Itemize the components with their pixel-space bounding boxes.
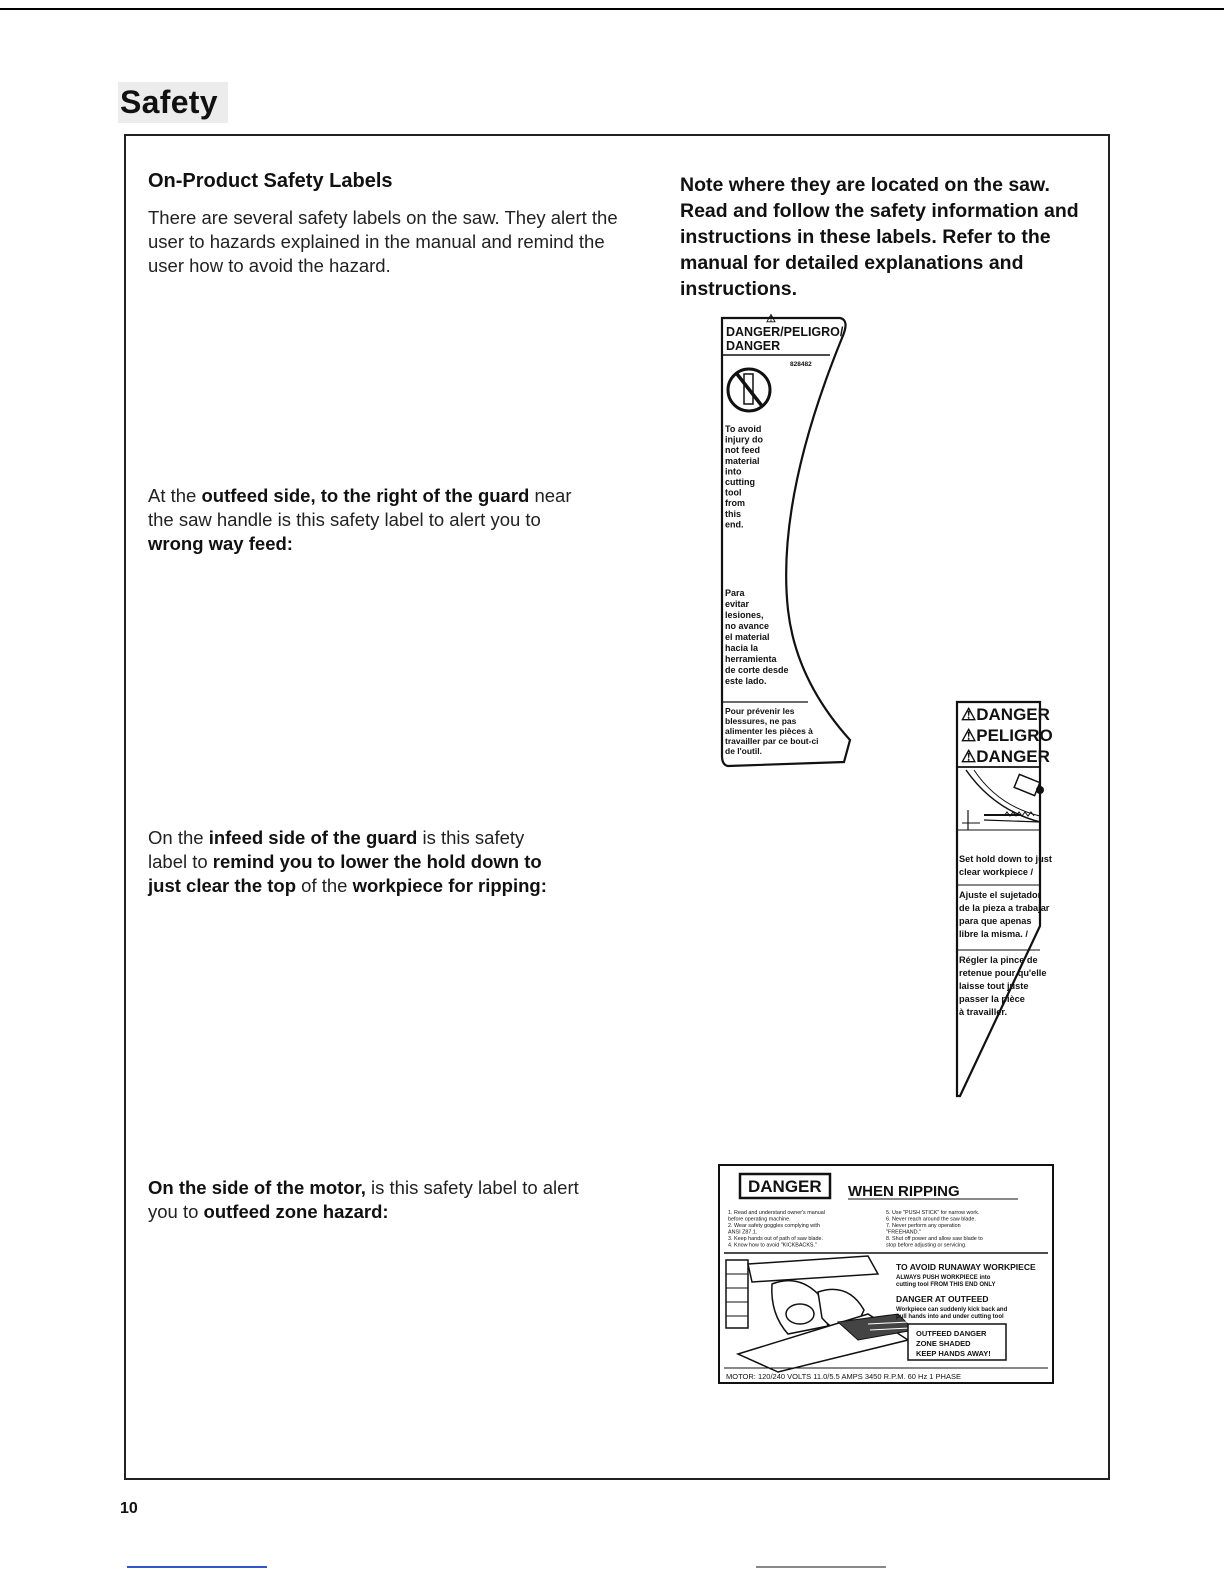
label-line: cutting tool FROM THIS END ONLY — [896, 1282, 996, 1288]
runaway-instructions — [896, 1275, 995, 1288]
warning-triangle-icon: ⚠ — [766, 313, 776, 325]
bottom-rule — [756, 1566, 886, 1568]
rule-line: 2. Wear safety goggles complying with — [728, 1223, 820, 1229]
emphasis-span: workpiece for ripping: — [352, 875, 547, 896]
label-line: this — [725, 508, 742, 519]
label-line: into — [725, 466, 742, 477]
emphasis-span: outfeed zone hazard: — [203, 1201, 389, 1222]
label-line: de corte desde — [725, 665, 789, 675]
label-line: KEEP HANDS AWAY! — [916, 1349, 991, 1358]
emphasis-span: outfeed side, to the right of the guard — [201, 485, 530, 506]
label-title: WHEN RIPPING — [848, 1183, 960, 1200]
label-line: libre la misma. / — [959, 929, 1028, 939]
emphasis-span: remind you to lower the hold down to just clear the top — [148, 851, 542, 896]
label-line: Set hold down to just — [959, 854, 1052, 864]
label-line: OUTFEED DANGER — [916, 1329, 987, 1338]
page-number: 10 — [120, 1500, 138, 1517]
text-span: near the saw handle is this safety label to alert you to — [148, 485, 572, 530]
text-span: On the — [148, 827, 209, 848]
label-line: retenue pour qu'elle — [959, 968, 1047, 978]
page-title: Safety — [118, 82, 228, 123]
label-line: para que apenas — [959, 916, 1032, 926]
label-line: Para — [725, 588, 745, 598]
intro-text: There are several safety labels on the saw. They alert the user to hazards explained in the manual and remind the user how to avoid the hazard. — [148, 207, 618, 276]
danger-header-line: ⚠DANGER — [961, 747, 1050, 766]
rule-line: 3. Keep hands out of path of saw blade. — [728, 1236, 824, 1242]
label-line: no avance — [725, 621, 770, 631]
motor-specs: MOTOR: 120/240 VOLTS 11.0/5.5 AMPS 3450 R.P.M. 60 Hz 1 PHASE — [726, 1372, 961, 1381]
label-line: este lado. — [725, 676, 767, 686]
label-line: from — [725, 498, 745, 509]
label-header: DANGER/PELIGRO/ — [726, 325, 844, 339]
label-header: DANGER — [726, 339, 781, 353]
label-line: cutting — [725, 477, 755, 487]
label-line: passer la pièce — [959, 994, 1025, 1004]
when-ripping-label — [718, 1164, 1054, 1384]
runaway-title: TO AVOID RUNAWAY WORKPIECE — [896, 1262, 1036, 1272]
label-line: Régler la pince de — [959, 955, 1038, 965]
text-span: is this safety label to — [148, 827, 525, 872]
label-line: hacia la — [725, 643, 759, 653]
label-line: clear workpiece / — [959, 867, 1034, 877]
wrong-way-feed-label — [718, 310, 858, 776]
label-line: end. — [725, 519, 744, 530]
label-line: lesiones, — [725, 610, 764, 620]
emphasis-span: infeed side of the guard — [208, 827, 418, 848]
part-number: 828482 — [790, 361, 812, 368]
emphasis-span: wrong way feed: — [148, 533, 293, 554]
rule-line: 4. Know how to avoid "KICKBACKS." — [728, 1242, 817, 1249]
label-line: de la pieza a trabajar — [959, 903, 1050, 913]
motor-paragraph — [148, 1176, 588, 1224]
label-line: laisse tout juste — [959, 981, 1029, 991]
top-rule — [0, 8, 1224, 10]
rule-line: 8. Shut off power and allow saw blade to — [886, 1236, 983, 1242]
label-line: blessures, ne pas — [725, 716, 797, 726]
label-line: Ajuste el sujetador — [959, 890, 1042, 900]
rule-line: "FREEHAND." — [886, 1229, 921, 1236]
rule-line: ANSI Z87.1. — [728, 1229, 758, 1236]
rule-line: before operating machine. — [728, 1216, 791, 1223]
label-line: material — [725, 455, 760, 466]
rule-line: 1. Read and understand owner's manual — [728, 1210, 825, 1216]
hold-down-label — [954, 698, 1053, 1100]
section-heading: On-Product Safety Labels — [148, 170, 393, 192]
rule-line: stop before adjusting or servicing. — [886, 1242, 967, 1249]
danger-header-line: ⚠DANGER — [961, 705, 1050, 724]
rule-line: 6. Never reach around the saw blade. — [886, 1216, 976, 1223]
bottom-rule — [127, 1566, 267, 1568]
label-line: el material — [725, 632, 770, 642]
label-line: injury do — [725, 434, 763, 445]
label-line: Pour prévenir les — [725, 706, 795, 716]
text-span: is this safety label to alert you to — [148, 1177, 579, 1222]
rule-line: 7. Never perform any operation — [886, 1223, 961, 1229]
label-line: tool — [725, 487, 742, 498]
infeed-paragraph — [148, 826, 568, 898]
label-line: alimenter les pièces à — [725, 726, 813, 736]
label-line: ZONE SHADED — [916, 1339, 971, 1348]
emphasis-span: On the side of the motor, — [148, 1177, 366, 1198]
outfeed-title: DANGER AT OUTFEED — [896, 1294, 989, 1304]
outfeed-instructions — [896, 1307, 1008, 1320]
label-line: travailler par ce bout-ci — [725, 736, 819, 746]
rule-line: 5. Use "PUSH STICK" for narrow work. — [886, 1210, 980, 1216]
no-entry-icon — [728, 369, 770, 411]
danger-header-line: ⚠PELIGRO — [961, 726, 1053, 745]
label-line: herramienta — [725, 654, 777, 664]
outfeed-paragraph — [148, 484, 578, 556]
danger-header — [961, 705, 1053, 766]
label-line: not feed — [725, 445, 760, 456]
text-span: At the — [148, 485, 202, 506]
text-span: of the — [296, 875, 353, 896]
label-line: Workpiece can suddenly kick back and — [896, 1307, 1008, 1313]
label-line: pull hands into and under cutting tool — [896, 1314, 1004, 1320]
label-line: ALWAYS PUSH WORKPIECE into — [896, 1275, 991, 1281]
intro-note: Note where they are located on the saw. Read and follow the safety information and instructions in these labels. Refer to the manual for detailed explanations and instructions. — [680, 174, 1079, 300]
label-line: To avoid — [725, 424, 762, 434]
label-line: à travailler. — [959, 1007, 1008, 1017]
label-line: evitar — [725, 599, 750, 609]
label-line: de l'outil. — [725, 746, 762, 756]
danger-word: DANGER — [748, 1177, 822, 1196]
